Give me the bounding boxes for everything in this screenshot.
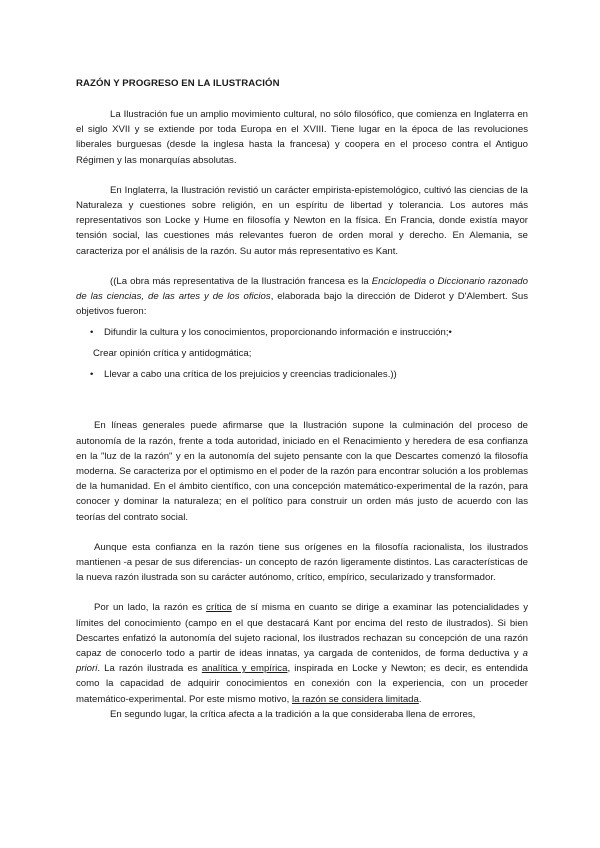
- list-item: • Difundir la cultura y los conocimientos, proporcionando información e instrucción;•: [90, 327, 452, 339]
- italic-a-priori: a priori: [76, 648, 528, 675]
- paragraph-encyclopedia: [76, 274, 528, 320]
- encyclopedia-title: Enciclopedia o Diccionario razonado de las ciencias, de las artes y de los oficios: [76, 275, 528, 303]
- underlined-limitada: la razón se considera limitada: [291, 693, 419, 705]
- quote-intro-b: , elaborada bajo la dirección de Diderot y D'Alembert. Sus objetivos fueron:: [76, 291, 528, 318]
- paragraph-intro: La Ilustración fue un amplio movimiento cultural, no sólo filosófico, que comienza en Inglaterra en el siglo XVII y se extiende por toda Europa en el XVIII. Tiene lugar en la época de las revoluciones liberales burguesas (desde la inglesa hasta la francesa) y coopera en el proceso contra el Antiguo Régimen y las monarquías absolutas.: [76, 109, 528, 166]
- paragraph-autonomy: En líneas generales puede afirmarse que la Ilustración supone la culminación del proceso de autonomía de la razón, frente a toda autoridad, iniciado en el Renacimiento y heredera de esa confianza en la "luz de la razón" y en la autonomía del sujeto pensante con la que Descartes comenzó la filosofía moderna. Se caracteriza por el optimismo en el poder de la razón para encontrar solución a los problemas de la humanidad. En el ámbito científico, con una concepción matemático-experimental de la razón, para conocer y dominar la naturaleza; en el político para construir un orden más justo de acuerdo con las teorías del contrato social.: [76, 420, 528, 523]
- list-item: Crear opinión crítica y antidogmática;: [93, 348, 252, 360]
- bullet-icon: •: [90, 327, 94, 339]
- objectives-list: [76, 325, 528, 382]
- paragraph-reason-traits: Aunque esta confianza en la razón tiene sus orígenes en la filosofía racionalista, los ilustrados mantienen -a pesar de sus diferencias- un concepto de razón ligeramente distintos. Las características de la nueva razón ilustrada son su carácter autónomo, crítico, empírico, secularizado y transformador.: [76, 541, 528, 584]
- underlined-analitica: analítica y empírica: [201, 663, 288, 675]
- quote-intro-a: ((La obra más representativa de la Ilustración francesa es la: [110, 275, 372, 287]
- underlined-critica: crítica: [206, 602, 232, 614]
- document-title: RAZÓN Y PROGRESO EN LA ILUSTRACIÓN: [76, 78, 280, 89]
- list-item: • Llevar a cabo una crítica de los prejuicios y creencias tradicionales.)): [90, 369, 397, 381]
- paragraph-tradition: En segundo lugar, la crítica afecta a la tradición a la que consideraba llena de errores,: [110, 708, 476, 720]
- paragraph-countries: En Inglaterra, la Ilustración revistió un carácter empirista-epistemológico, cultivó las ciencias de la Naturaleza y cuestiones sobre religión, en un espíritu de libertad y tolerancia. Los autores más representativos son Locke y Hume en filosofía y Newton en la física. En Francia, donde existía mayor tensión social, las cuestiones más relevantes fueron de orden moral y derecho. En Alemania, se caracteriza por el análisis de la razón. Su autor más representativo es Kant.: [76, 184, 528, 257]
- bullet-icon: •: [90, 369, 94, 381]
- paragraph-critical-reason: Por un lado, la razón es crítica de sí misma en cuanto se dirige a examinar las potencialidades y límites del conocimiento (campo en el que destacará Kant por encima del resto de ilustrados). Si bien Descartes enfatizó la autonomía del sujeto racional, los ilustrados rechazan su concepción de una razón capaz de conocerlo todo a partir de ideas innatas, ya cargada de contenidos, de forma deductiva y a priori. La razón ilustrada es analítica y empírica, inspirada en Locke y Newton; es decir, es entendida como la capacidad de adquirir conocimientos en conexión con la experiencia, con un proceder matemático-experimental. Por este mismo motivo, la razón se considera limitada.: [76, 602, 528, 705]
